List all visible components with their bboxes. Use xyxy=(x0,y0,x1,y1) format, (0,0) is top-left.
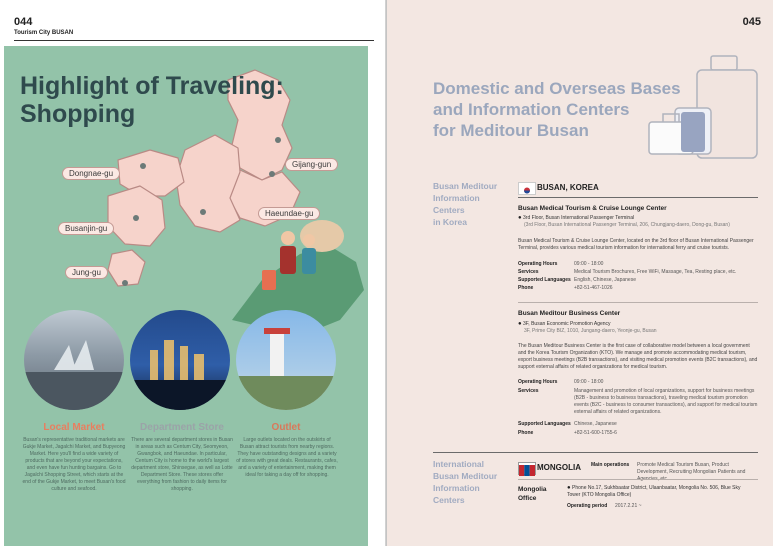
outlet-heading: Outlet xyxy=(271,422,301,433)
outlet-description: Large outlets located on the outskirts of Busan attract tourists from nearby regions. They have outstanding designs and a variety of stores with great deals. Restaurants, cafes, and a variety of entertainment, making them ideal for taking a day off for shopping. xyxy=(236,437,338,478)
location-pin-icon: ● xyxy=(518,321,522,327)
korea-centers-label xyxy=(433,180,497,228)
center2-name: Busan Meditour Business Center xyxy=(518,310,621,317)
center1-phone-value: +82-51-467-1026 xyxy=(574,285,613,291)
center2-languages-value: Chinese, Japanese xyxy=(574,421,617,427)
mongolia-period-label: Operating period xyxy=(567,503,608,509)
location-pin-icon: ● xyxy=(518,215,522,221)
right-title-line3: for Meditour Busan xyxy=(433,121,589,140)
district-label-haeundae: Haeundae-gu xyxy=(258,207,320,220)
mongolia-period-value: 2017.2.21 ~ xyxy=(615,503,642,509)
center2-address1: 3F, Busan Economic Promotion Agency xyxy=(523,321,611,327)
center1-languages-label: Supported Languages xyxy=(518,277,571,283)
district-label-gijang: Gijang-gun xyxy=(285,158,338,171)
center1-hours-label: Operating Hours xyxy=(518,261,558,267)
korea-label-line3: Centers xyxy=(433,205,465,215)
local-market-photo xyxy=(24,310,124,410)
center1-hours-value: 09:00 - 18:00 xyxy=(574,261,604,267)
center2-phone-label: Phone xyxy=(518,430,534,436)
korea-label-line4: in Korea xyxy=(433,217,468,227)
right-title-line2: and Information Centers xyxy=(433,100,630,119)
mongolia-divider xyxy=(518,479,758,480)
center1-services-label: Services xyxy=(518,269,539,275)
center1-phone-label: Phone xyxy=(518,285,534,291)
category-local-market xyxy=(24,422,124,433)
shopping-title xyxy=(20,72,300,128)
right-page-title xyxy=(433,78,723,141)
district-label-busanjin: Busanjin-gu xyxy=(58,222,114,235)
page-number-right: 045 xyxy=(742,16,761,28)
department-store-photo xyxy=(130,310,230,410)
department-store-heading: Department Store xyxy=(140,422,224,433)
center1-description: Busan Medical Tourism & Cruise Lounge Center, located on the 3rd floor of Busan International Passenger Terminal, provides various medical tourism information for international ferry and cruise tourists. xyxy=(518,238,754,251)
mongolia-flag-icon xyxy=(518,462,536,475)
mongolia-ops-label: Main operations xyxy=(591,462,630,468)
mongolia-office-address xyxy=(567,485,747,499)
center1-address2: (3rd Floor, Busan International Passenger Terminal, 206, Chungjang-daero, Dong-gu, Busan) xyxy=(524,222,730,228)
korea-country-heading: BUSAN, KOREA xyxy=(537,183,599,192)
center2-languages-label: Supported Languages xyxy=(518,421,571,427)
right-title-line1: Domestic and Overseas Bases xyxy=(433,79,681,98)
intl-label-line4: Centers xyxy=(433,495,465,505)
international-centers-label xyxy=(433,458,497,506)
center2-address2: 3F, Prime City BIZ, 1010, Jungang-daero, Yeonje-gu, Busan xyxy=(524,328,657,334)
korea-label-line1: Busan Meditour xyxy=(433,181,498,191)
shopping-title-line1: Highlight of Traveling: xyxy=(20,72,284,100)
center2-description: The Busan Meditour Business Center is the first case of collaborative model between a local government and the Korea Tourism Organization (KTO). We manage and promote accommodating medical tourism, export business meetings (B2B transactions), and visiting medical promotion events (B2C transactions), and support external affairs of related organizations for medical tourism. xyxy=(518,343,758,370)
department-store-description: There are several department stores in Busan in areas such as Centum City, Seomyeon, Gwangbok, and Haeundae. In particular, Centum City is home to the world's largest department store, Shinsegae, as well as Lotte Department Store. These stores offer everything from fashion to daily items for shopping. xyxy=(131,437,233,492)
category-department-store xyxy=(130,422,234,433)
intl-label-line3: Information xyxy=(433,483,480,493)
korea-label-line2: Information xyxy=(433,193,480,203)
center2-phone-value: +82-51-600-1755-6 xyxy=(574,430,617,436)
district-label-dongnae: Dongnae-gu xyxy=(62,167,120,180)
intl-label-line2: Busan Meditour xyxy=(433,471,498,481)
dongnae-gu-shape xyxy=(118,150,184,196)
center1-languages-value: English, Chinese, Japanese xyxy=(574,277,636,283)
center-divider xyxy=(518,302,758,303)
mongolia-address-text: Phone No.17, Sukhbaatar District, Ulaanbaatar, Mongolia No. 506, Blue Sky Tower (KTO Mongolia Office) xyxy=(567,485,741,498)
center2-hours-label: Operating Hours xyxy=(518,379,558,385)
center-district-shape xyxy=(176,135,240,232)
district-label-jung: Jung-gu xyxy=(65,266,108,279)
korea-flag-icon xyxy=(518,182,536,195)
center2-address xyxy=(518,321,758,335)
category-outlet xyxy=(236,422,336,433)
center1-name: Busan Medical Tourism & Cruise Lounge Center xyxy=(518,205,667,212)
international-divider xyxy=(433,452,758,453)
section-label: Tourism City BUSAN xyxy=(14,30,74,36)
mongolia-office-label: Mongolia Office xyxy=(518,486,547,502)
shopping-title-line2: Shopping xyxy=(20,100,136,128)
location-pin-icon: ● xyxy=(567,485,571,491)
page-number-left: 044 xyxy=(14,16,33,28)
korea-divider xyxy=(518,197,758,198)
center2-hours-value: 09:00 - 18:00 xyxy=(574,379,604,385)
center1-address1: 3rd Floor, Busan International Passenger Terminal xyxy=(523,215,635,221)
right-page xyxy=(387,0,773,546)
local-market-description: Busan's representative traditional markets are Gukje Market, Jagalchi Market, and Bupyeong Market. Here you'll find a wide variety of products that are beyond your expectations, and even have fun hunting bargains. Go to Jagalchi Shopping Street, which starts at the end of the Gukje Market, to meet Busan's food culture and seafood. xyxy=(22,437,126,492)
intl-label-line1: International xyxy=(433,459,485,469)
mongolia-country-heading: MONGOLIA xyxy=(537,463,581,472)
center1-address xyxy=(518,215,758,229)
local-market-heading: Local Market xyxy=(43,422,105,433)
center2-row-services xyxy=(518,388,758,418)
center2-services-label: Services xyxy=(518,388,539,394)
center2-services-value: Management and promotion of local organizations, support for business meetings (B2B - business to business transactions), traveling medical tourism promotion events (B2C - business to consumer transactions), and support for medical tourism external affairs of related organizations. xyxy=(574,388,758,415)
outlet-photo xyxy=(236,310,336,410)
mongolia-ops-value: Promote Medical Tourism Busan, Product Development, Recruiting Mongolian Patients and xyxy=(637,462,746,475)
center1-services-value: Medical Tourism Brochures, Free WiFi, Massage, Tea, Resting place, etc. xyxy=(574,269,737,275)
